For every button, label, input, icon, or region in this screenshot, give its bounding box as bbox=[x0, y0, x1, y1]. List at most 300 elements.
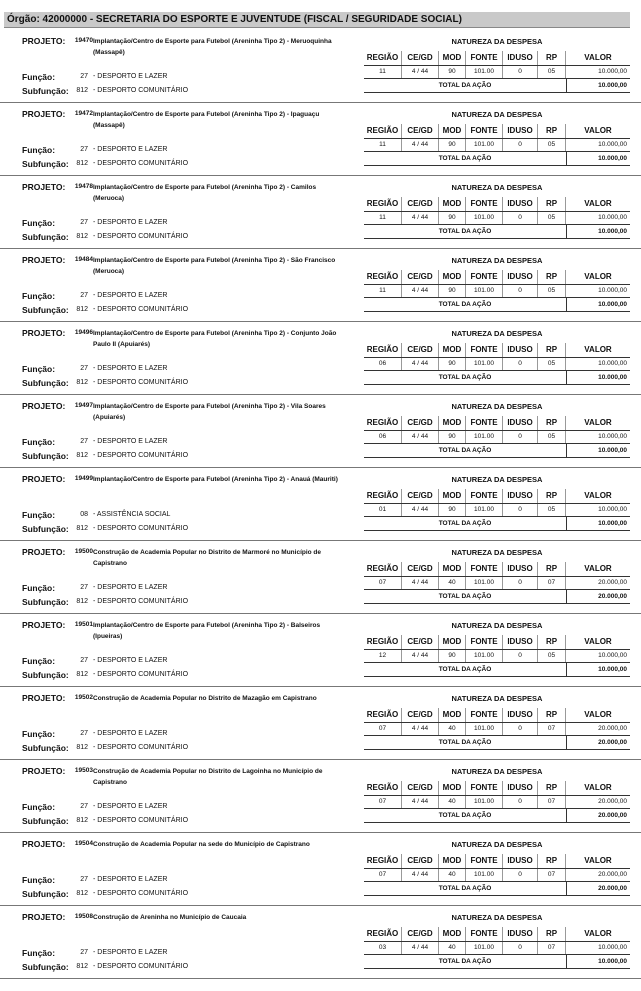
col-fonte: FONTE bbox=[466, 854, 503, 868]
expense-table-header bbox=[364, 489, 630, 504]
total-label: TOTAL DA AÇÃO bbox=[438, 155, 492, 162]
cell-cegd: 4 / 44 bbox=[402, 358, 439, 370]
cell-rp: 05 bbox=[538, 358, 566, 370]
col-fonte: FONTE bbox=[466, 781, 503, 795]
cell-rp: 05 bbox=[538, 504, 566, 516]
subfuncao-code: 812 bbox=[76, 87, 88, 94]
project-label: PROJETO: bbox=[22, 328, 66, 338]
col-cegd: CE/GD bbox=[402, 635, 439, 649]
col-rp: RP bbox=[538, 343, 566, 357]
table-row bbox=[364, 650, 630, 663]
col-fonte: FONTE bbox=[466, 489, 503, 503]
cell-rp: 05 bbox=[538, 212, 566, 224]
cell-regiao: 11 bbox=[364, 285, 402, 297]
cell-rp: 07 bbox=[538, 577, 566, 589]
project-block bbox=[0, 687, 641, 760]
col-mod: MOD bbox=[439, 854, 466, 868]
funcao-name: - DESPORTO E LAZER bbox=[93, 438, 168, 445]
cell-fonte: 101.00 bbox=[466, 431, 503, 443]
total-label: TOTAL DA AÇÃO bbox=[438, 374, 492, 381]
cell-regiao: 07 bbox=[364, 796, 402, 808]
total-value: 10.000,00 bbox=[566, 955, 630, 968]
funcao-label: Função: bbox=[22, 364, 56, 374]
col-regiao: REGIÃO bbox=[364, 854, 402, 868]
project-label: PROJETO: bbox=[22, 401, 66, 411]
col-cegd: CE/GD bbox=[402, 562, 439, 576]
project-block bbox=[0, 760, 641, 833]
cell-valor: 10.000,00 bbox=[598, 506, 627, 513]
total-row bbox=[364, 152, 630, 166]
project-label: PROJETO: bbox=[22, 620, 66, 630]
col-valor: VALOR bbox=[584, 345, 612, 354]
col-regiao: REGIÃO bbox=[364, 197, 402, 211]
col-fonte: FONTE bbox=[466, 197, 503, 211]
subfuncao-name: - DESPORTO COMUNITÁRIO bbox=[93, 671, 189, 678]
project-block bbox=[0, 833, 641, 906]
subfuncao-name: - DESPORTO COMUNITÁRIO bbox=[93, 598, 189, 605]
funcao-name: - DESPORTO E LAZER bbox=[93, 730, 168, 737]
project-code: 19497 bbox=[74, 402, 93, 409]
funcao-code: 27 bbox=[80, 438, 88, 445]
col-cegd: CE/GD bbox=[402, 416, 439, 430]
funcao-name: - DESPORTO E LAZER bbox=[93, 876, 168, 883]
project-label: PROJETO: bbox=[22, 255, 66, 265]
cell-rp: 07 bbox=[538, 869, 566, 881]
col-mod: MOD bbox=[439, 124, 466, 138]
cell-iduso: 0 bbox=[503, 504, 538, 516]
col-fonte: FONTE bbox=[466, 927, 503, 941]
total-value: 10.000,00 bbox=[566, 152, 630, 165]
funcao-label: Função: bbox=[22, 656, 56, 666]
col-iduso: IDUSO bbox=[503, 562, 538, 576]
col-cegd: CE/GD bbox=[402, 124, 439, 138]
col-rp: RP bbox=[538, 197, 566, 211]
project-code: 19503 bbox=[74, 767, 93, 774]
total-label: TOTAL DA AÇÃO bbox=[438, 301, 492, 308]
col-cegd: CE/GD bbox=[402, 927, 439, 941]
col-cegd: CE/GD bbox=[402, 197, 439, 211]
col-regiao: REGIÃO bbox=[364, 562, 402, 576]
table-row bbox=[364, 66, 630, 79]
cell-valor: 10.000,00 bbox=[598, 433, 627, 440]
orgao-header: Órgão: 42000000 - SECRETARIA DO ESPORTE E JUVENTUDE (FISCAL / SEGURIDADE SOCIAL) bbox=[4, 12, 630, 28]
col-regiao: REGIÃO bbox=[364, 124, 402, 138]
col-valor: VALOR bbox=[584, 564, 612, 573]
natureza-title: NATUREZA DA DESPESA bbox=[451, 110, 543, 119]
natureza-title: NATUREZA DA DESPESA bbox=[451, 548, 543, 557]
cell-fonte: 101.00 bbox=[466, 285, 503, 297]
cell-iduso: 0 bbox=[503, 577, 538, 589]
subfuncao-label: Subfunção: bbox=[22, 743, 69, 753]
subfuncao-code: 812 bbox=[76, 160, 88, 167]
total-value: 10.000,00 bbox=[566, 79, 630, 92]
col-valor: VALOR bbox=[584, 199, 612, 208]
expense-table-header bbox=[364, 416, 630, 431]
expense-table-header bbox=[364, 708, 630, 723]
cell-valor: 10.000,00 bbox=[598, 141, 627, 148]
col-cegd: CE/GD bbox=[402, 343, 439, 357]
project-description: Implantação/Centro de Esporte para Futebol (Areninha Tipo 2) - Camilos (Meruoca) bbox=[93, 184, 317, 202]
col-mod: MOD bbox=[439, 635, 466, 649]
cell-cegd: 4 / 44 bbox=[402, 869, 439, 881]
cell-regiao: 06 bbox=[364, 431, 402, 443]
subfuncao-name: - DESPORTO COMUNITÁRIO bbox=[93, 525, 189, 532]
subfuncao-label: Subfunção: bbox=[22, 524, 69, 534]
col-rp: RP bbox=[538, 416, 566, 430]
col-rp: RP bbox=[538, 635, 566, 649]
project-code: 19478 bbox=[74, 183, 93, 190]
natureza-title: NATUREZA DA DESPESA bbox=[451, 913, 543, 922]
expense-table-header bbox=[364, 51, 630, 66]
natureza-title: NATUREZA DA DESPESA bbox=[451, 840, 543, 849]
subfuncao-code: 812 bbox=[76, 525, 88, 532]
table-row bbox=[364, 285, 630, 298]
funcao-code: 27 bbox=[80, 365, 88, 372]
col-regiao: REGIÃO bbox=[364, 343, 402, 357]
col-valor: VALOR bbox=[584, 272, 612, 281]
funcao-code: 27 bbox=[80, 949, 88, 956]
col-fonte: FONTE bbox=[466, 51, 503, 65]
col-cegd: CE/GD bbox=[402, 270, 439, 284]
project-label: PROJETO: bbox=[22, 474, 66, 484]
col-valor: VALOR bbox=[584, 418, 612, 427]
expense-table-header bbox=[364, 562, 630, 577]
cell-valor: 10.000,00 bbox=[598, 944, 627, 951]
project-code: 19508 bbox=[74, 913, 93, 920]
projects-list bbox=[0, 30, 641, 979]
col-fonte: FONTE bbox=[466, 124, 503, 138]
subfuncao-name: - DESPORTO COMUNITÁRIO bbox=[93, 306, 189, 313]
cell-valor: 10.000,00 bbox=[598, 360, 627, 367]
expense-table-header bbox=[364, 635, 630, 650]
funcao-label: Função: bbox=[22, 583, 56, 593]
subfuncao-code: 812 bbox=[76, 963, 88, 970]
project-description: Implantação/Centro de Esporte para Futebol (Areninha Tipo 2) - Anauá (Mauriti) bbox=[93, 476, 338, 483]
col-rp: RP bbox=[538, 270, 566, 284]
subfuncao-label: Subfunção: bbox=[22, 232, 69, 242]
col-valor: VALOR bbox=[584, 491, 612, 500]
project-description: Implantação/Centro de Esporte para Futebol (Areninha Tipo 2) - Conjunto João Paulo II (Apuiarés) bbox=[93, 330, 337, 348]
cell-rp: 05 bbox=[538, 66, 566, 78]
total-row bbox=[364, 79, 630, 93]
col-cegd: CE/GD bbox=[402, 708, 439, 722]
funcao-label: Função: bbox=[22, 291, 56, 301]
funcao-name: - DESPORTO E LAZER bbox=[93, 146, 168, 153]
cell-valor: 20.000,00 bbox=[598, 871, 627, 878]
cell-fonte: 101.00 bbox=[466, 869, 503, 881]
cell-cegd: 4 / 44 bbox=[402, 139, 439, 151]
subfuncao-code: 812 bbox=[76, 744, 88, 751]
cell-fonte: 101.00 bbox=[466, 139, 503, 151]
cell-mod: 90 bbox=[439, 139, 466, 151]
cell-fonte: 101.00 bbox=[466, 212, 503, 224]
funcao-name: - DESPORTO E LAZER bbox=[93, 219, 168, 226]
subfuncao-code: 812 bbox=[76, 306, 88, 313]
project-block bbox=[0, 614, 641, 687]
project-code: 19504 bbox=[74, 840, 93, 847]
total-row bbox=[364, 955, 630, 969]
cell-mod: 40 bbox=[439, 577, 466, 589]
cell-fonte: 101.00 bbox=[466, 66, 503, 78]
cell-regiao: 07 bbox=[364, 723, 402, 735]
col-rp: RP bbox=[538, 562, 566, 576]
project-label: PROJETO: bbox=[22, 766, 66, 776]
total-row bbox=[364, 298, 630, 312]
col-iduso: IDUSO bbox=[503, 416, 538, 430]
project-description: Construção de Academia Popular na sede do Município de Capistrano bbox=[93, 841, 310, 848]
project-description: Implantação/Centro de Esporte para Futebol (Areninha Tipo 2) - São Francisco (Meruoca) bbox=[93, 257, 336, 275]
funcao-code: 27 bbox=[80, 146, 88, 153]
cell-fonte: 101.00 bbox=[466, 504, 503, 516]
cell-cegd: 4 / 44 bbox=[402, 650, 439, 662]
col-fonte: FONTE bbox=[466, 343, 503, 357]
col-regiao: REGIÃO bbox=[364, 489, 402, 503]
subfuncao-code: 812 bbox=[76, 233, 88, 240]
col-mod: MOD bbox=[439, 416, 466, 430]
col-valor: VALOR bbox=[584, 53, 612, 62]
col-regiao: REGIÃO bbox=[364, 416, 402, 430]
col-fonte: FONTE bbox=[466, 562, 503, 576]
project-description: Construção de Academia Popular no Distrito de Marmoré no Município de Capistrano bbox=[93, 549, 322, 567]
col-fonte: FONTE bbox=[466, 635, 503, 649]
total-label: TOTAL DA AÇÃO bbox=[438, 447, 492, 454]
natureza-title: NATUREZA DA DESPESA bbox=[451, 694, 543, 703]
project-label: PROJETO: bbox=[22, 109, 66, 119]
expense-table-header bbox=[364, 343, 630, 358]
col-regiao: REGIÃO bbox=[364, 927, 402, 941]
funcao-code: 27 bbox=[80, 803, 88, 810]
funcao-label: Função: bbox=[22, 218, 56, 228]
subfuncao-label: Subfunção: bbox=[22, 378, 69, 388]
cell-rp: 05 bbox=[538, 650, 566, 662]
cell-rp: 05 bbox=[538, 139, 566, 151]
cell-cegd: 4 / 44 bbox=[402, 66, 439, 78]
cell-valor: 20.000,00 bbox=[598, 798, 627, 805]
project-code: 19500 bbox=[74, 548, 93, 555]
col-mod: MOD bbox=[439, 51, 466, 65]
cell-iduso: 0 bbox=[503, 285, 538, 297]
cell-regiao: 11 bbox=[364, 66, 402, 78]
subfuncao-label: Subfunção: bbox=[22, 86, 69, 96]
cell-cegd: 4 / 44 bbox=[402, 723, 439, 735]
total-label: TOTAL DA AÇÃO bbox=[438, 82, 492, 89]
project-description: Construção de Academia Popular no Distrito de Mazagão em Capistrano bbox=[93, 695, 317, 702]
natureza-title: NATUREZA DA DESPESA bbox=[451, 37, 543, 46]
cell-iduso: 0 bbox=[503, 723, 538, 735]
col-mod: MOD bbox=[439, 489, 466, 503]
cell-fonte: 101.00 bbox=[466, 577, 503, 589]
col-rp: RP bbox=[538, 51, 566, 65]
col-mod: MOD bbox=[439, 270, 466, 284]
cell-iduso: 0 bbox=[503, 358, 538, 370]
project-description: Implantação/Centro de Esporte para Futebol (Areninha Tipo 2) - Ipaguaçu (Massapê) bbox=[93, 111, 320, 129]
subfuncao-label: Subfunção: bbox=[22, 451, 69, 461]
subfuncao-code: 812 bbox=[76, 379, 88, 386]
cell-iduso: 0 bbox=[503, 431, 538, 443]
cell-regiao: 07 bbox=[364, 869, 402, 881]
total-label: TOTAL DA AÇÃO bbox=[438, 739, 492, 746]
cell-cegd: 4 / 44 bbox=[402, 431, 439, 443]
col-iduso: IDUSO bbox=[503, 708, 538, 722]
funcao-code: 27 bbox=[80, 73, 88, 80]
col-rp: RP bbox=[538, 781, 566, 795]
total-value: 10.000,00 bbox=[566, 517, 630, 530]
expense-table-header bbox=[364, 270, 630, 285]
project-block bbox=[0, 176, 641, 249]
total-label: TOTAL DA AÇÃO bbox=[438, 885, 492, 892]
cell-rp: 05 bbox=[538, 431, 566, 443]
col-regiao: REGIÃO bbox=[364, 270, 402, 284]
funcao-label: Função: bbox=[22, 875, 56, 885]
cell-regiao: 03 bbox=[364, 942, 402, 954]
cell-valor: 10.000,00 bbox=[598, 652, 627, 659]
col-iduso: IDUSO bbox=[503, 927, 538, 941]
project-block bbox=[0, 906, 641, 979]
col-mod: MOD bbox=[439, 197, 466, 211]
subfuncao-label: Subfunção: bbox=[22, 889, 69, 899]
col-iduso: IDUSO bbox=[503, 781, 538, 795]
cell-cegd: 4 / 44 bbox=[402, 796, 439, 808]
total-value: 10.000,00 bbox=[566, 444, 630, 457]
project-block bbox=[0, 541, 641, 614]
project-label: PROJETO: bbox=[22, 839, 66, 849]
subfuncao-label: Subfunção: bbox=[22, 305, 69, 315]
cell-iduso: 0 bbox=[503, 650, 538, 662]
cell-mod: 90 bbox=[439, 212, 466, 224]
project-code: 19502 bbox=[74, 694, 93, 701]
cell-mod: 40 bbox=[439, 796, 466, 808]
col-fonte: FONTE bbox=[466, 708, 503, 722]
project-block bbox=[0, 30, 641, 103]
col-mod: MOD bbox=[439, 708, 466, 722]
project-description: Construção de Areninha no Município de Caucaia bbox=[93, 914, 247, 921]
funcao-code: 27 bbox=[80, 876, 88, 883]
natureza-title: NATUREZA DA DESPESA bbox=[451, 329, 543, 338]
project-label: PROJETO: bbox=[22, 36, 66, 46]
col-iduso: IDUSO bbox=[503, 270, 538, 284]
expense-table-header bbox=[364, 124, 630, 139]
cell-mod: 40 bbox=[439, 869, 466, 881]
cell-valor: 20.000,00 bbox=[598, 725, 627, 732]
funcao-name: - ASSISTÊNCIA SOCIAL bbox=[93, 511, 171, 518]
funcao-label: Função: bbox=[22, 948, 56, 958]
total-row bbox=[364, 809, 630, 823]
total-row bbox=[364, 371, 630, 385]
project-block bbox=[0, 395, 641, 468]
funcao-name: - DESPORTO E LAZER bbox=[93, 949, 168, 956]
cell-fonte: 101.00 bbox=[466, 723, 503, 735]
cell-fonte: 101.00 bbox=[466, 942, 503, 954]
natureza-title: NATUREZA DA DESPESA bbox=[451, 183, 543, 192]
expense-table-header bbox=[364, 927, 630, 942]
table-row bbox=[364, 723, 630, 736]
project-code: 19496 bbox=[74, 329, 93, 336]
subfuncao-code: 812 bbox=[76, 598, 88, 605]
cell-mod: 90 bbox=[439, 504, 466, 516]
subfuncao-label: Subfunção: bbox=[22, 597, 69, 607]
cell-cegd: 4 / 44 bbox=[402, 577, 439, 589]
col-valor: VALOR bbox=[584, 856, 612, 865]
total-row bbox=[364, 736, 630, 750]
total-row bbox=[364, 882, 630, 896]
total-value: 20.000,00 bbox=[566, 590, 630, 603]
table-row bbox=[364, 504, 630, 517]
col-valor: VALOR bbox=[584, 637, 612, 646]
col-fonte: FONTE bbox=[466, 270, 503, 284]
total-value: 10.000,00 bbox=[566, 663, 630, 676]
cell-mod: 90 bbox=[439, 650, 466, 662]
cell-valor: 10.000,00 bbox=[598, 287, 627, 294]
col-valor: VALOR bbox=[584, 126, 612, 135]
funcao-name: - DESPORTO E LAZER bbox=[93, 292, 168, 299]
project-label: PROJETO: bbox=[22, 547, 66, 557]
cell-mod: 40 bbox=[439, 723, 466, 735]
col-regiao: REGIÃO bbox=[364, 708, 402, 722]
col-valor: VALOR bbox=[584, 783, 612, 792]
project-description: Implantação/Centro de Esporte para Futebol (Areninha Tipo 2) - Vila Soares (Apuiarés) bbox=[93, 403, 326, 421]
project-description: Implantação/Centro de Esporte para Futebol (Areninha Tipo 2) - Balseiros (Ipueiras) bbox=[93, 622, 321, 640]
project-label: PROJETO: bbox=[22, 693, 66, 703]
subfuncao-name: - DESPORTO COMUNITÁRIO bbox=[93, 87, 189, 94]
cell-valor: 20.000,00 bbox=[598, 579, 627, 586]
col-regiao: REGIÃO bbox=[364, 635, 402, 649]
total-label: TOTAL DA AÇÃO bbox=[438, 228, 492, 235]
project-code: 19472 bbox=[74, 110, 93, 117]
col-iduso: IDUSO bbox=[503, 124, 538, 138]
table-row bbox=[364, 942, 630, 955]
cell-cegd: 4 / 44 bbox=[402, 285, 439, 297]
funcao-label: Função: bbox=[22, 72, 56, 82]
project-block bbox=[0, 103, 641, 176]
cell-cegd: 4 / 44 bbox=[402, 942, 439, 954]
project-description: Implantação/Centro de Esporte para Futebol (Areninha Tipo 2) - Meruoquinha (Massapê) bbox=[93, 38, 332, 56]
funcao-name: - DESPORTO E LAZER bbox=[93, 73, 168, 80]
funcao-label: Função: bbox=[22, 802, 56, 812]
cell-mod: 90 bbox=[439, 431, 466, 443]
cell-mod: 90 bbox=[439, 358, 466, 370]
col-cegd: CE/GD bbox=[402, 489, 439, 503]
funcao-label: Função: bbox=[22, 145, 56, 155]
subfuncao-name: - DESPORTO COMUNITÁRIO bbox=[93, 744, 189, 751]
funcao-code: 27 bbox=[80, 292, 88, 299]
total-value: 20.000,00 bbox=[566, 882, 630, 895]
total-row bbox=[364, 517, 630, 531]
col-cegd: CE/GD bbox=[402, 854, 439, 868]
project-code: 19470 bbox=[74, 37, 93, 44]
total-value: 20.000,00 bbox=[566, 809, 630, 822]
project-code: 19499 bbox=[74, 475, 93, 482]
funcao-name: - DESPORTO E LAZER bbox=[93, 803, 168, 810]
expense-table-header bbox=[364, 854, 630, 869]
col-cegd: CE/GD bbox=[402, 781, 439, 795]
col-iduso: IDUSO bbox=[503, 854, 538, 868]
funcao-label: Função: bbox=[22, 437, 56, 447]
subfuncao-code: 812 bbox=[76, 890, 88, 897]
funcao-label: Função: bbox=[22, 729, 56, 739]
table-row bbox=[364, 139, 630, 152]
cell-mod: 90 bbox=[439, 66, 466, 78]
project-code: 19501 bbox=[74, 621, 93, 628]
project-block bbox=[0, 322, 641, 395]
total-row bbox=[364, 590, 630, 604]
project-description: Construção de Academia Popular no Distrito de Lagoinha no Município de Capistrano bbox=[93, 768, 323, 786]
col-iduso: IDUSO bbox=[503, 489, 538, 503]
col-mod: MOD bbox=[439, 781, 466, 795]
col-valor: VALOR bbox=[584, 710, 612, 719]
total-label: TOTAL DA AÇÃO bbox=[438, 958, 492, 965]
col-iduso: IDUSO bbox=[503, 51, 538, 65]
funcao-code: 27 bbox=[80, 219, 88, 226]
